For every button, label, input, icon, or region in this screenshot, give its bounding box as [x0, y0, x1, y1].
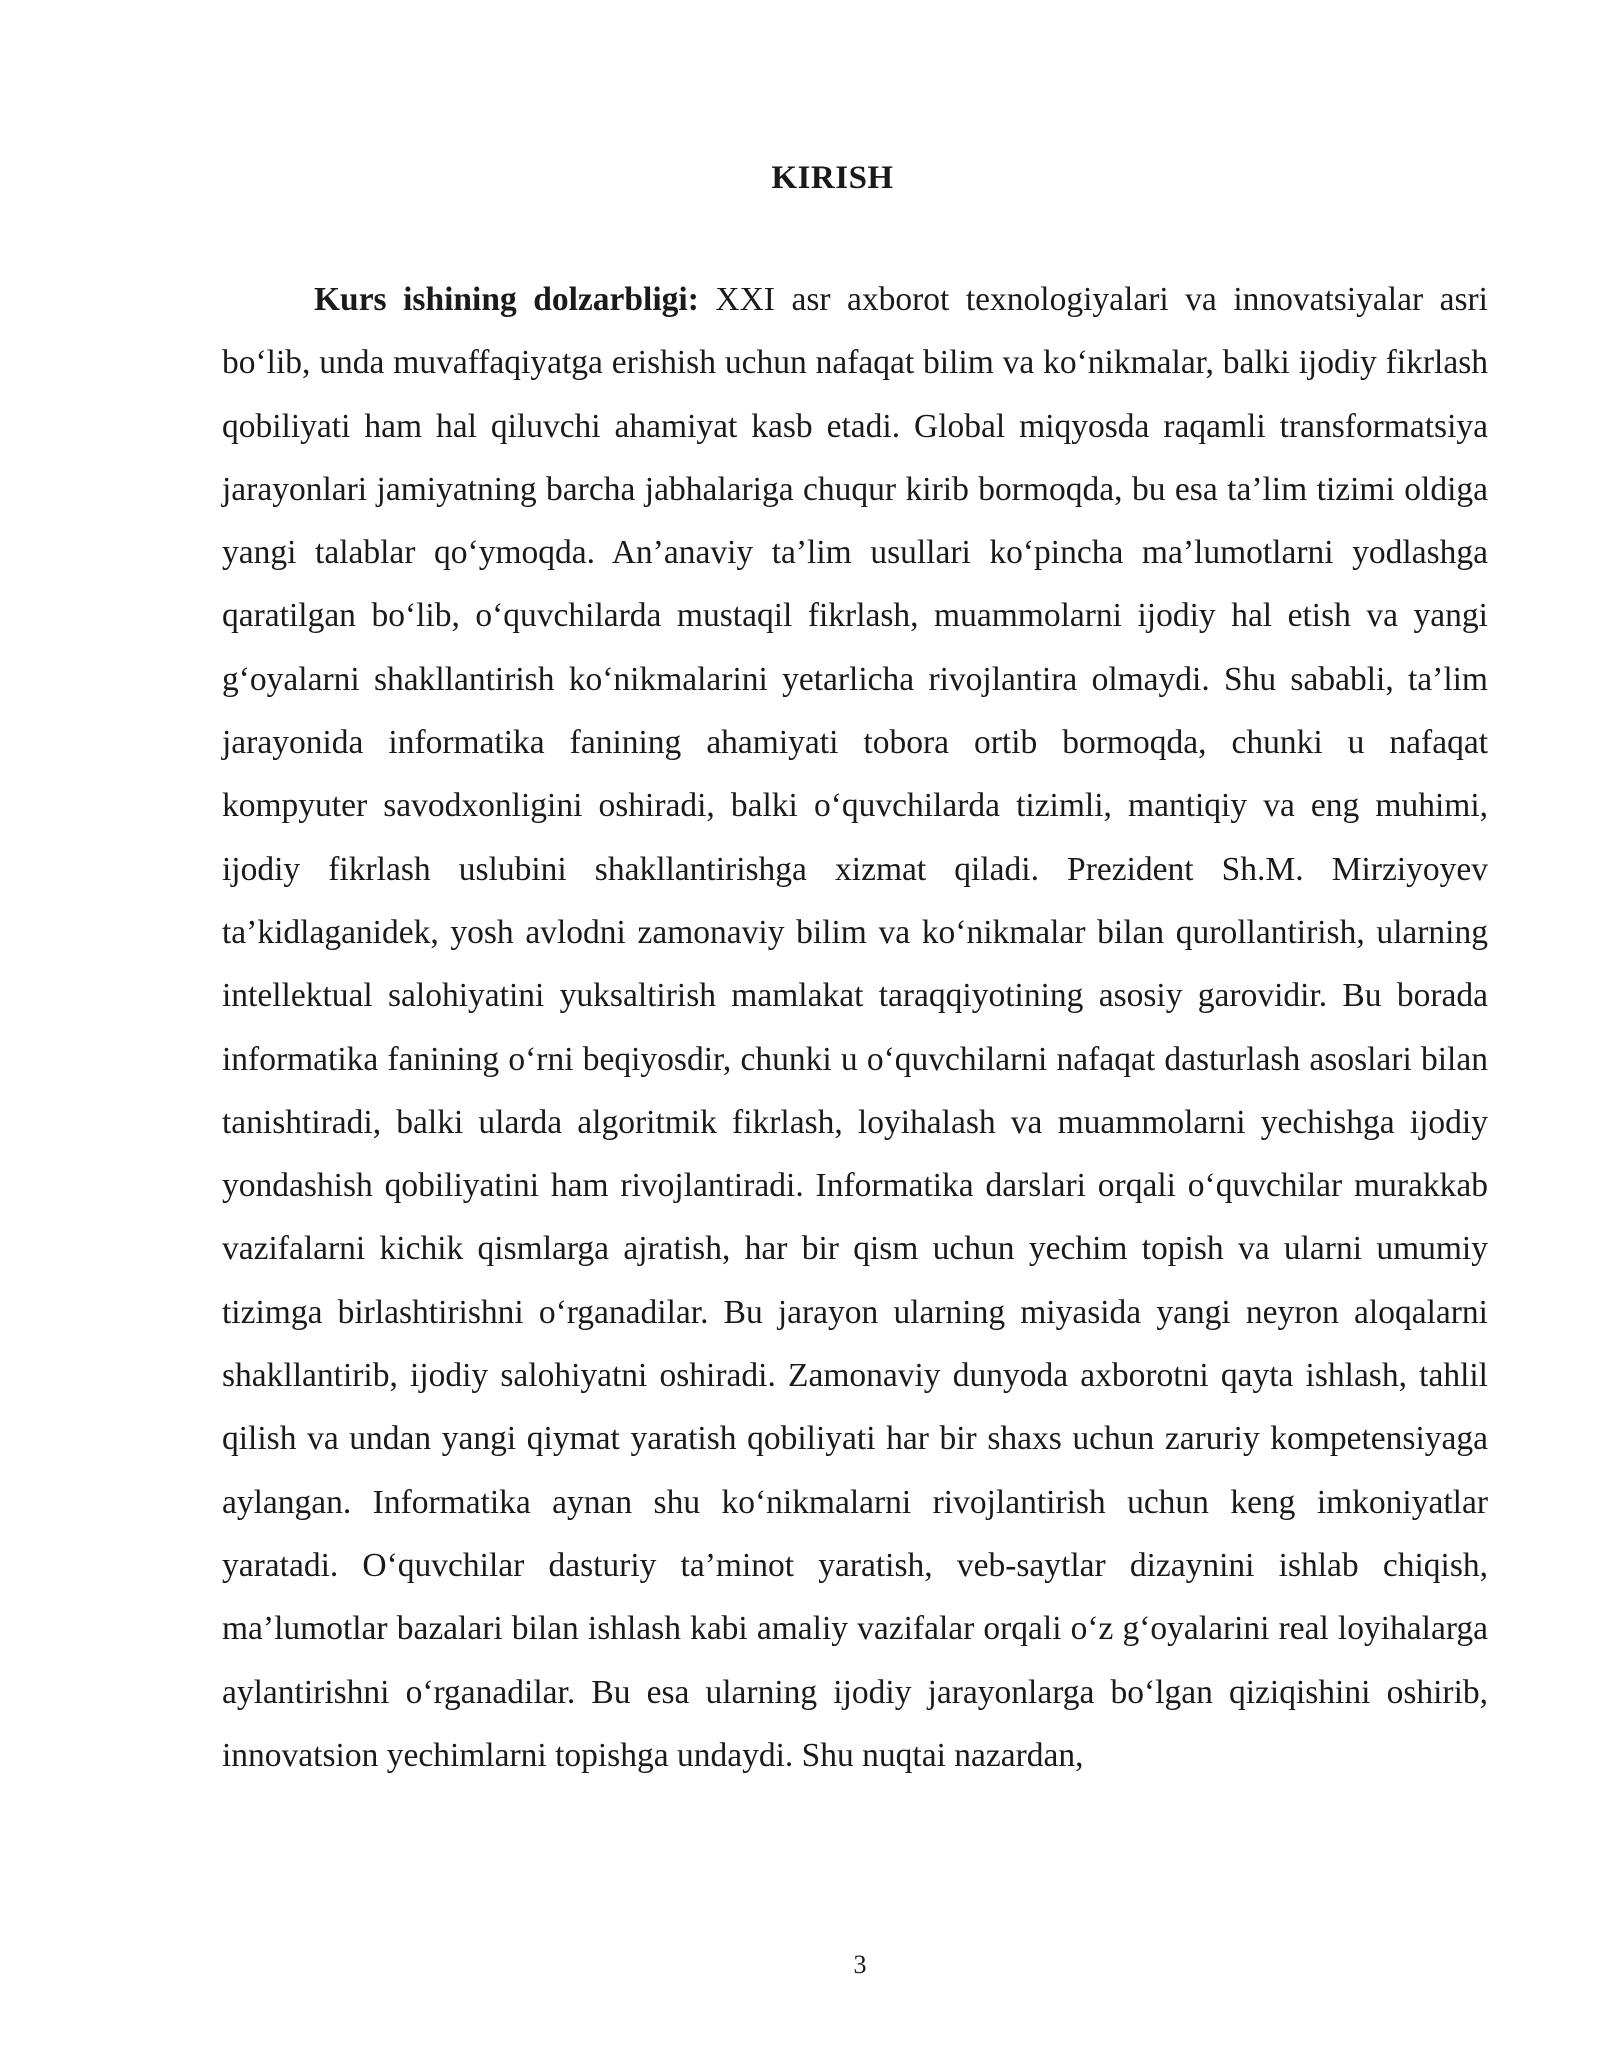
page-title: KIRISH [771, 160, 894, 196]
paragraph-body: XXI asr axborot texnologiyalari va innovatsiyalar asri bo‘lib, unda muvaffaqiyatga erishish uchun nafaqat bilim va ko‘nikmalar, balki ijodiy fikrlash qobiliyati ham hal qiluvchi ahamiyat kasb etadi. Global miqyosda raqamli transformatsiya jarayonlari jamiyatning barcha jabhalariga chuqur kirib bormoqda, bu esa ta’lim tizimi oldiga yangi talablar qo‘ymoqda. An’anaviy ta’lim usullari ko‘pincha ma’lumotlarni yodlashga qaratilgan bo‘lib, o‘quvchilarda mustaqil fikrlash, muammolarni ijodiy hal etish va yangi g‘oyalarni shakllantirish ko‘nikmalarini yetarlicha rivojlantira olmaydi. Shu sababli, ta’lim jarayonida informatika fanining ahamiyati tobora ortib bormoqda, chunki u nafaqat kompyuter savodxonligini oshiradi, balki o‘quvchilarda tizimli, mantiqiy va eng muhimi, ijodiy fikrlash uslubini shakllantirishga xizmat qiladi. Prezident Sh.M. Mirziyoyev ta’kidlaganidek, yosh avlodni zamonaviy bilim va ko‘nikmalar bilan qurollantirish, ularning intellektual salohiyatini yuksaltirish mamlakat taraqqiyotining asosiy garovidir. Bu borada informatika fanining o‘rni beqiyosdir, chunki u o‘quvchilarni nafaqat dasturlash asoslari bilan tanishtiradi, balki ularda algoritmik fikrlash, loyihalash va muammolarni yechishga ijodiy yondashish qobiliyatini ham rivojlantiradi. Informatika darslari orqali o‘quvchilar murakkab vazifalarni kichik qismlarga ajratish, har bir qism uchun yechim topish va ularni umumiy tizimga birlashtirishni o‘rganadilar. Bu jarayon ularning miyasida yangi neyron aloqalarni shakllantirib, ijodiy salohiyatni oshiradi. Zamonaviy dunyoda axborotni qayta ishlash, tahlil qilish va undan yangi qiymat yaratish qobiliyati har bir shaxs uchun zaruriy kompetensiyaga aylangan. Informatika aynan shu ko‘nikmalarni rivojlantirish uchun keng imkoniyatlar yaratadi. O‘quvchilar dasturiy ta’minot yaratish, veb-saytlar dizaynini ishlab chiqish, ma’lumotlar bazalari bilan ishlash kabi amaliy vazifalar orqali o‘z g‘oyalarini real loyihalarga aylantirishni o‘rganadilar. Bu esa ularning ijodiy jarayonlarga bo‘lgan qiziqishini oshirib, innovatsion yechimlarni topishga undaydi. Shu nuqtai nazardan, [222, 281, 1488, 1774]
page-number: 3 [853, 1950, 867, 1979]
body-paragraph [222, 268, 1488, 1787]
paragraph-lead: Kurs ishining dolzarbligi: [314, 281, 699, 318]
